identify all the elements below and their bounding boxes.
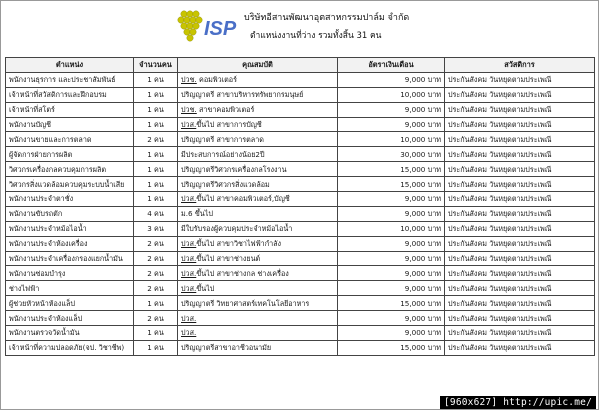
job-vacancy-table: [5, 57, 595, 356]
company-name: บริษัทอีสานพัฒนาอุตสาหกรรมปาล์ม จำกัด: [244, 13, 410, 23]
table-row: [6, 192, 595, 207]
table-row: [6, 236, 595, 251]
qualification-underline: ปวส.: [181, 283, 197, 293]
qualification-underline: ปวส.: [181, 313, 197, 323]
table-row: [6, 102, 595, 117]
position-cell: พนักงานซ่อมบำรุง: [6, 266, 134, 281]
position-cell: วิศวกรสิ่งแวดล้อมควบคุมระบบน้ำเสีย: [6, 177, 134, 192]
qualification-prefix: ปริญญาตรี วิทยาศาสตร์เทคโนโลยีอาหาร: [181, 298, 310, 308]
qualification-underline: ปวส.: [181, 239, 197, 249]
qualification-prefix: ปริญญาตรี สาขาบริหารทรัพยากรมนุษย์: [181, 90, 304, 100]
position-cell: เจ้าหน้าที่สโตร์: [6, 102, 134, 117]
qualification-cell: [178, 281, 338, 296]
table-row: [6, 281, 595, 296]
salary-cell: 9,000 บาท: [338, 326, 445, 341]
position-cell: พนักงานประจำเครื่องกรองแยกน้ำมัน: [6, 251, 134, 266]
table-header-row: [6, 58, 595, 73]
count-cell: 1 คน: [134, 162, 178, 177]
count-cell: 2 คน: [134, 251, 178, 266]
table-row: [6, 117, 595, 132]
benefits-cell: ประกันสังคม วันหยุดตามประเพณี: [445, 162, 595, 177]
count-cell: 1 คน: [134, 192, 178, 207]
count-cell: 4 คน: [134, 206, 178, 221]
benefits-cell: ประกันสังคม วันหยุดตามประเพณี: [445, 266, 595, 281]
table-row: [6, 311, 595, 326]
benefits-cell: ประกันสังคม วันหยุดตามประเพณี: [445, 192, 595, 207]
palm-fruit-cluster-icon: [178, 11, 202, 41]
qualification-rest: ขึ้นไป: [196, 283, 215, 293]
count-cell: 1 คน: [134, 102, 178, 117]
qualification-cell: [178, 266, 338, 281]
table-row: [6, 326, 595, 341]
salary-cell: 9,000 บาท: [338, 102, 445, 117]
salary-cell: 9,000 บาท: [338, 251, 445, 266]
table-row: [6, 147, 595, 162]
isp-logo: [176, 8, 238, 44]
qualification-rest: คอมพิวเตอร์: [196, 75, 237, 85]
count-cell: 1 คน: [134, 87, 178, 102]
qualification-cell: [178, 87, 338, 102]
qualification-cell: [178, 177, 338, 192]
qualification-cell: [178, 117, 338, 132]
header-benefits: สวัสดิการ: [445, 58, 595, 73]
benefits-cell: ประกันสังคม วันหยุดตามประเพณี: [445, 236, 595, 251]
qualification-prefix: ปริญญาตรีสาขาอาชีวอนามัย: [181, 343, 272, 353]
qualification-rest: ขึ้นไป สาขาวิชาไฟฟ้ากำลัง: [196, 239, 282, 249]
qualification-underline: ปวช.: [181, 105, 197, 115]
qualification-rest: ขึ้นไป สาขาช่างกล ช่างเครื่อง: [196, 268, 289, 278]
salary-cell: 10,000 บาท: [338, 87, 445, 102]
benefits-cell: ประกันสังคม วันหยุดตามประเพณี: [445, 206, 595, 221]
qualification-underline: ปวส.: [181, 194, 197, 204]
count-cell: 1 คน: [134, 72, 178, 87]
count-cell: 1 คน: [134, 117, 178, 132]
qualification-rest: ขึ้นไป สาขาช่างยนต์: [196, 254, 261, 264]
qualification-prefix: ปริญญาตรีวิศวกรสิ่งแวดล้อม: [181, 179, 270, 189]
position-cell: พนักงานประจำหม้อไอน้ำ: [6, 221, 134, 236]
qualification-underline: ปวส.: [181, 120, 197, 129]
count-cell: 1 คน: [134, 326, 178, 341]
benefits-cell: ประกันสังคม วันหยุดตามประเพณี: [445, 177, 595, 192]
count-cell: 1 คน: [134, 177, 178, 192]
salary-cell: 15,000 บาท: [338, 177, 445, 192]
benefits-cell: ประกันสังคม วันหยุดตามประเพณี: [445, 117, 595, 132]
salary-cell: 9,000 บาท: [338, 192, 445, 207]
qualification-prefix: ปริญญาตรี สาขาการตลาด: [181, 134, 264, 144]
salary-cell: 9,000 บาท: [338, 266, 445, 281]
qualification-cell: [178, 192, 338, 207]
position-cell: พนักงานประจำตาชั่ง: [6, 192, 134, 207]
benefits-cell: ประกันสังคม วันหยุดตามประเพณี: [445, 147, 595, 162]
qualification-cell: [178, 326, 338, 341]
position-cell: พนักงานประจำห้องเครื่อง: [6, 236, 134, 251]
position-cell: ช่างไฟฟ้า: [6, 281, 134, 296]
count-cell: 1 คน: [134, 296, 178, 311]
count-cell: 2 คน: [134, 236, 178, 251]
salary-cell: 9,000 บาท: [338, 281, 445, 296]
benefits-cell: ประกันสังคม วันหยุดตามประเพณี: [445, 326, 595, 341]
salary-cell: 15,000 บาท: [338, 296, 445, 311]
benefits-cell: ประกันสังคม วันหยุดตามประเพณี: [445, 87, 595, 102]
table-row: [6, 132, 595, 147]
qualification-prefix: มีใบรับรองผู้ควบคุมประจำหม้อไอน้ำ: [181, 224, 293, 234]
benefits-cell: ประกันสังคม วันหยุดตามประเพณี: [445, 72, 595, 87]
benefits-cell: ประกันสังคม วันหยุดตามประเพณี: [445, 221, 595, 236]
qualification-cell: [178, 251, 338, 266]
svg-text:ISP: ISP: [204, 18, 237, 40]
qualification-underline: ปวส.: [181, 254, 197, 264]
qualification-cell: [178, 132, 338, 147]
qualification-cell: [178, 296, 338, 311]
salary-cell: 9,000 บาท: [338, 206, 445, 221]
position-cell: พนักงานขายและการตลาด: [6, 132, 134, 147]
salary-cell: 10,000 บาท: [338, 221, 445, 236]
position-cell: ผู้ช่วยหัวหน้าห้องแล็ป: [6, 296, 134, 311]
qualification-cell: [178, 206, 338, 221]
table-row: [6, 206, 595, 221]
count-cell: 2 คน: [134, 311, 178, 326]
qualification-cell: [178, 311, 338, 326]
table-row: [6, 162, 595, 177]
count-cell: 2 คน: [134, 266, 178, 281]
position-cell: พนักงานตรวจวัดน้ำมัน: [6, 326, 134, 341]
qualification-prefix: ปริญญาตรีวิศวกรเครื่องกลโรงงาน: [181, 164, 287, 174]
header-salary: อัตราเงินเดือน: [338, 58, 445, 73]
qualification-cell: [178, 102, 338, 117]
position-cell: พนักงานขับรถตัก: [6, 206, 134, 221]
count-cell: 3 คน: [134, 221, 178, 236]
salary-cell: 9,000 บาท: [338, 236, 445, 251]
table-row: [6, 296, 595, 311]
qualification-underline: ปวช.: [181, 75, 197, 85]
qualification-underline: ปวส.: [181, 328, 197, 338]
qualification-prefix: มีประสบการณ์อย่างน้อย2ปี: [181, 149, 265, 159]
salary-cell: 15,000 บาท: [338, 340, 445, 355]
qualification-rest: สาขาคอมพิวเตอร์: [196, 105, 255, 115]
qualification-cell: [178, 72, 338, 87]
qualification-rest: ขึ้นไป สาขาคอมพิวเตอร์,บัญชี: [196, 194, 290, 204]
count-cell: 1 คน: [134, 147, 178, 162]
position-cell: ผู้จัดการฝ่ายการผลิต: [6, 147, 134, 162]
position-cell: เจ้าหน้าที่ความปลอดภัย(จป. วิชาชีพ): [6, 340, 134, 355]
watermark: [960x627] http://upic.me/: [440, 396, 596, 409]
salary-cell: 10,000 บาท: [338, 132, 445, 147]
benefits-cell: ประกันสังคม วันหยุดตามประเพณี: [445, 281, 595, 296]
salary-cell: 9,000 บาท: [338, 72, 445, 87]
position-cell: พนักงานบัญชี: [6, 117, 134, 132]
qualification-cell: [178, 162, 338, 177]
vacancy-summary: ตำแหน่งงานที่ว่าง รวมทั้งสิ้น 31 คน: [250, 31, 382, 41]
benefits-cell: ประกันสังคม วันหยุดตามประเพณี: [445, 251, 595, 266]
position-cell: พนักงานประจำห้องแล็ป: [6, 311, 134, 326]
qualification-underline: ปวส.: [181, 268, 197, 278]
salary-cell: 15,000 บาท: [338, 162, 445, 177]
benefits-cell: ประกันสังคม วันหยุดตามประเพณี: [445, 296, 595, 311]
position-cell: พนักงานธุรการ และประชาสัมพันธ์: [6, 72, 134, 87]
header-qualification: คุณสมบัติ: [178, 58, 338, 73]
header-position: ตำแหน่ง: [6, 58, 134, 73]
count-cell: 2 คน: [134, 281, 178, 296]
table-row: [6, 72, 595, 87]
benefits-cell: ประกันสังคม วันหยุดตามประเพณี: [445, 132, 595, 147]
count-cell: 2 คน: [134, 132, 178, 147]
table-row: [6, 177, 595, 192]
qualification-cell: [178, 236, 338, 251]
position-cell: เจ้าหน้าที่สวัสดิการและฝึกอบรม: [6, 87, 134, 102]
qualification-cell: [178, 147, 338, 162]
table-row: [6, 87, 595, 102]
qualification-rest: ขึ้นไป สาขาการบัญชี: [196, 120, 262, 129]
qualification-cell: [178, 340, 338, 355]
document-header: [0, 0, 600, 50]
table-row: [6, 266, 595, 281]
position-cell: วิศวกรเครื่องกลควบคุมการผลิต: [6, 162, 134, 177]
header-count: จำนวนคน: [134, 58, 178, 73]
salary-cell: 30,000 บาท: [338, 147, 445, 162]
qualification-prefix: ม.6 ขึ้นไป: [181, 209, 213, 219]
salary-cell: 9,000 บาท: [338, 117, 445, 132]
qualification-cell: [178, 221, 338, 236]
table-row: [6, 251, 595, 266]
benefits-cell: ประกันสังคม วันหยุดตามประเพณี: [445, 311, 595, 326]
table-row: [6, 340, 595, 355]
benefits-cell: ประกันสังคม วันหยุดตามประเพณี: [445, 340, 595, 355]
salary-cell: 9,000 บาท: [338, 311, 445, 326]
table-row: [6, 221, 595, 236]
count-cell: 1 คน: [134, 340, 178, 355]
benefits-cell: ประกันสังคม วันหยุดตามประเพณี: [445, 102, 595, 117]
